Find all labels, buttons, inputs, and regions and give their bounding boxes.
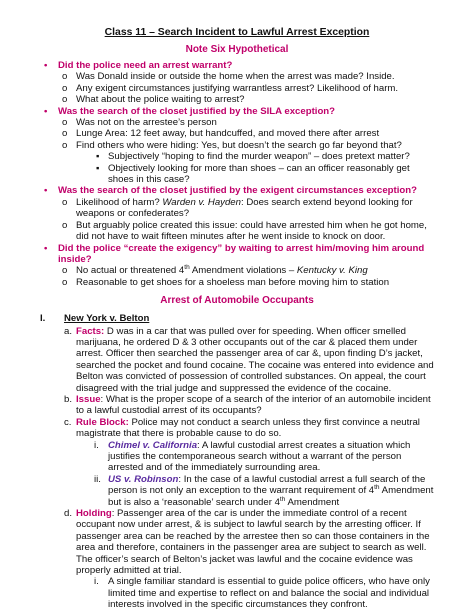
circle-bullet-icon: o (62, 265, 68, 277)
list-item: o Was Donald inside or outside the home when the arrest was made? Inside. (62, 71, 395, 83)
question-3: • Was the search of the closet justified by the exigent circumstances exception? (44, 185, 417, 197)
circle-bullet-icon: o (62, 71, 68, 83)
question-1: • Did the police need an arrest warrant? (44, 60, 233, 71)
list-item: o Lunge Area: 12 feet away, but handcuffed, and moved there after arrest (62, 128, 380, 140)
circle-bullet-icon: o (62, 94, 68, 106)
list-item: o Any exigent circumstances justifying warrantless arrest? Likelihood of harm. (62, 82, 399, 94)
bullet-icon: • (44, 60, 48, 71)
page-title: Class 11 – Search Incident to Lawful Arrest Exception (104, 27, 370, 38)
circle-bullet-icon: o (62, 276, 68, 288)
square-bullet-icon: ▪ (96, 162, 100, 174)
list-item: o No actual or threatened 4th Amendment violations – Kentucky v. King (62, 264, 368, 277)
section-heading-automobile: Arrest of Automobile Occupants (160, 295, 314, 307)
circle-bullet-icon: o (62, 117, 68, 129)
issue-item: b. Issue: What is the proper scope of a search of the interior of an automobile incident to a lawful custodial arrest of its occupants? (64, 393, 431, 417)
bullet-icon: • (44, 242, 48, 254)
rule-subitem: i. Chimel v. California: A lawful custodial arrest creates a situation which justifies the contemporaneous search without a warrant of the person arrested and of the immediately surrounding area. (94, 439, 411, 474)
rule-block-item: c. Rule Block: Police may not conduct a search unless they first convince a neutral magistrate that there is probable cause to do so. (64, 416, 420, 440)
case-heading: I. New York v. Belton (40, 313, 150, 325)
list-item: ▪ Subjectively “hoping to find the murder weapon” – does pretext matter? (96, 151, 410, 163)
list-item: o Reasonable to get shoes for a shoeless man before moving him to station (62, 276, 390, 288)
list-item: o What about the police waiting to arrest? (62, 94, 245, 106)
question-2: • Was the search of the closet justified by the SILA exception? (44, 105, 336, 117)
hypothetical-heading: Note Six Hypothetical (185, 44, 289, 55)
circle-bullet-icon: o (62, 196, 68, 208)
list-item: ▪ Objectively looking for more than shoes – can an officer reasonably get shoes in this case? (96, 162, 410, 186)
holding-subitem: i. A single familiar standard is essential to guide police officers, who have only limited time and expertise to reflect on and balance the social and individual interests involved in the specific circumstances they confront. (94, 576, 430, 611)
square-bullet-icon: ▪ (96, 151, 100, 163)
list-item: o But arguably police created this issue: could have arrested him when he got home, did not have to wait fifteen minutes after he went inside to knock on door. (62, 219, 427, 243)
circle-bullet-icon: o (62, 82, 68, 94)
list-item: o Was not on the arrestee’s person (62, 117, 217, 129)
facts-item: a. Facts: D was in a car that was pulled over for speeding. When officer smelled marijuana, he ordered D & 3 other occupants out of the car & placed them under arrest. Officer then searched the passenger area of car &, upon finding D’s jacket, searched the pocket and found cocaine. The cocaine was entered into evidence and Belton was convicted of possession of controlled substances. On appeal, the court disagreed with the trial judge and suppressed the evidence of the cocaine. (64, 325, 434, 394)
list-item: o Find others who were hiding: Yes, but doesn’t the search go far beyond that? (62, 139, 402, 151)
list-item: o Likelihood of harm? Warden v. Hayden: Does search extend beyond looking for weapons or confederates? (62, 196, 413, 220)
holding-item: d. Holding: Passenger area of the car is under the immediate control of a recent occupant now under arrest, & is subject to lawful search by the arresting officer. If passenger area can be reached by the arrestee then so can those containers in the area and therefore, containers in the passenger area are subject to search as well. The officer’s search of Belton’s jacket was lawful and the cocaine evidence was properly admitted at trial. (64, 508, 430, 577)
circle-bullet-icon: o (62, 139, 68, 151)
question-4: • Did the police “create the exigency” by waiting to arrest him/moving him around inside? (44, 242, 425, 265)
bullet-icon: • (44, 185, 48, 197)
circle-bullet-icon: o (62, 128, 68, 140)
rule-subitem: ii. US v. Robinson: In the case of a lawful custodial arrest a full search of the person is not only an exception to the warrant requirement of 4th Amendment but is also a ‘reasonable’ search under 4th Amendment (94, 473, 434, 508)
bullet-icon: • (44, 105, 48, 117)
circle-bullet-icon: o (62, 219, 68, 231)
